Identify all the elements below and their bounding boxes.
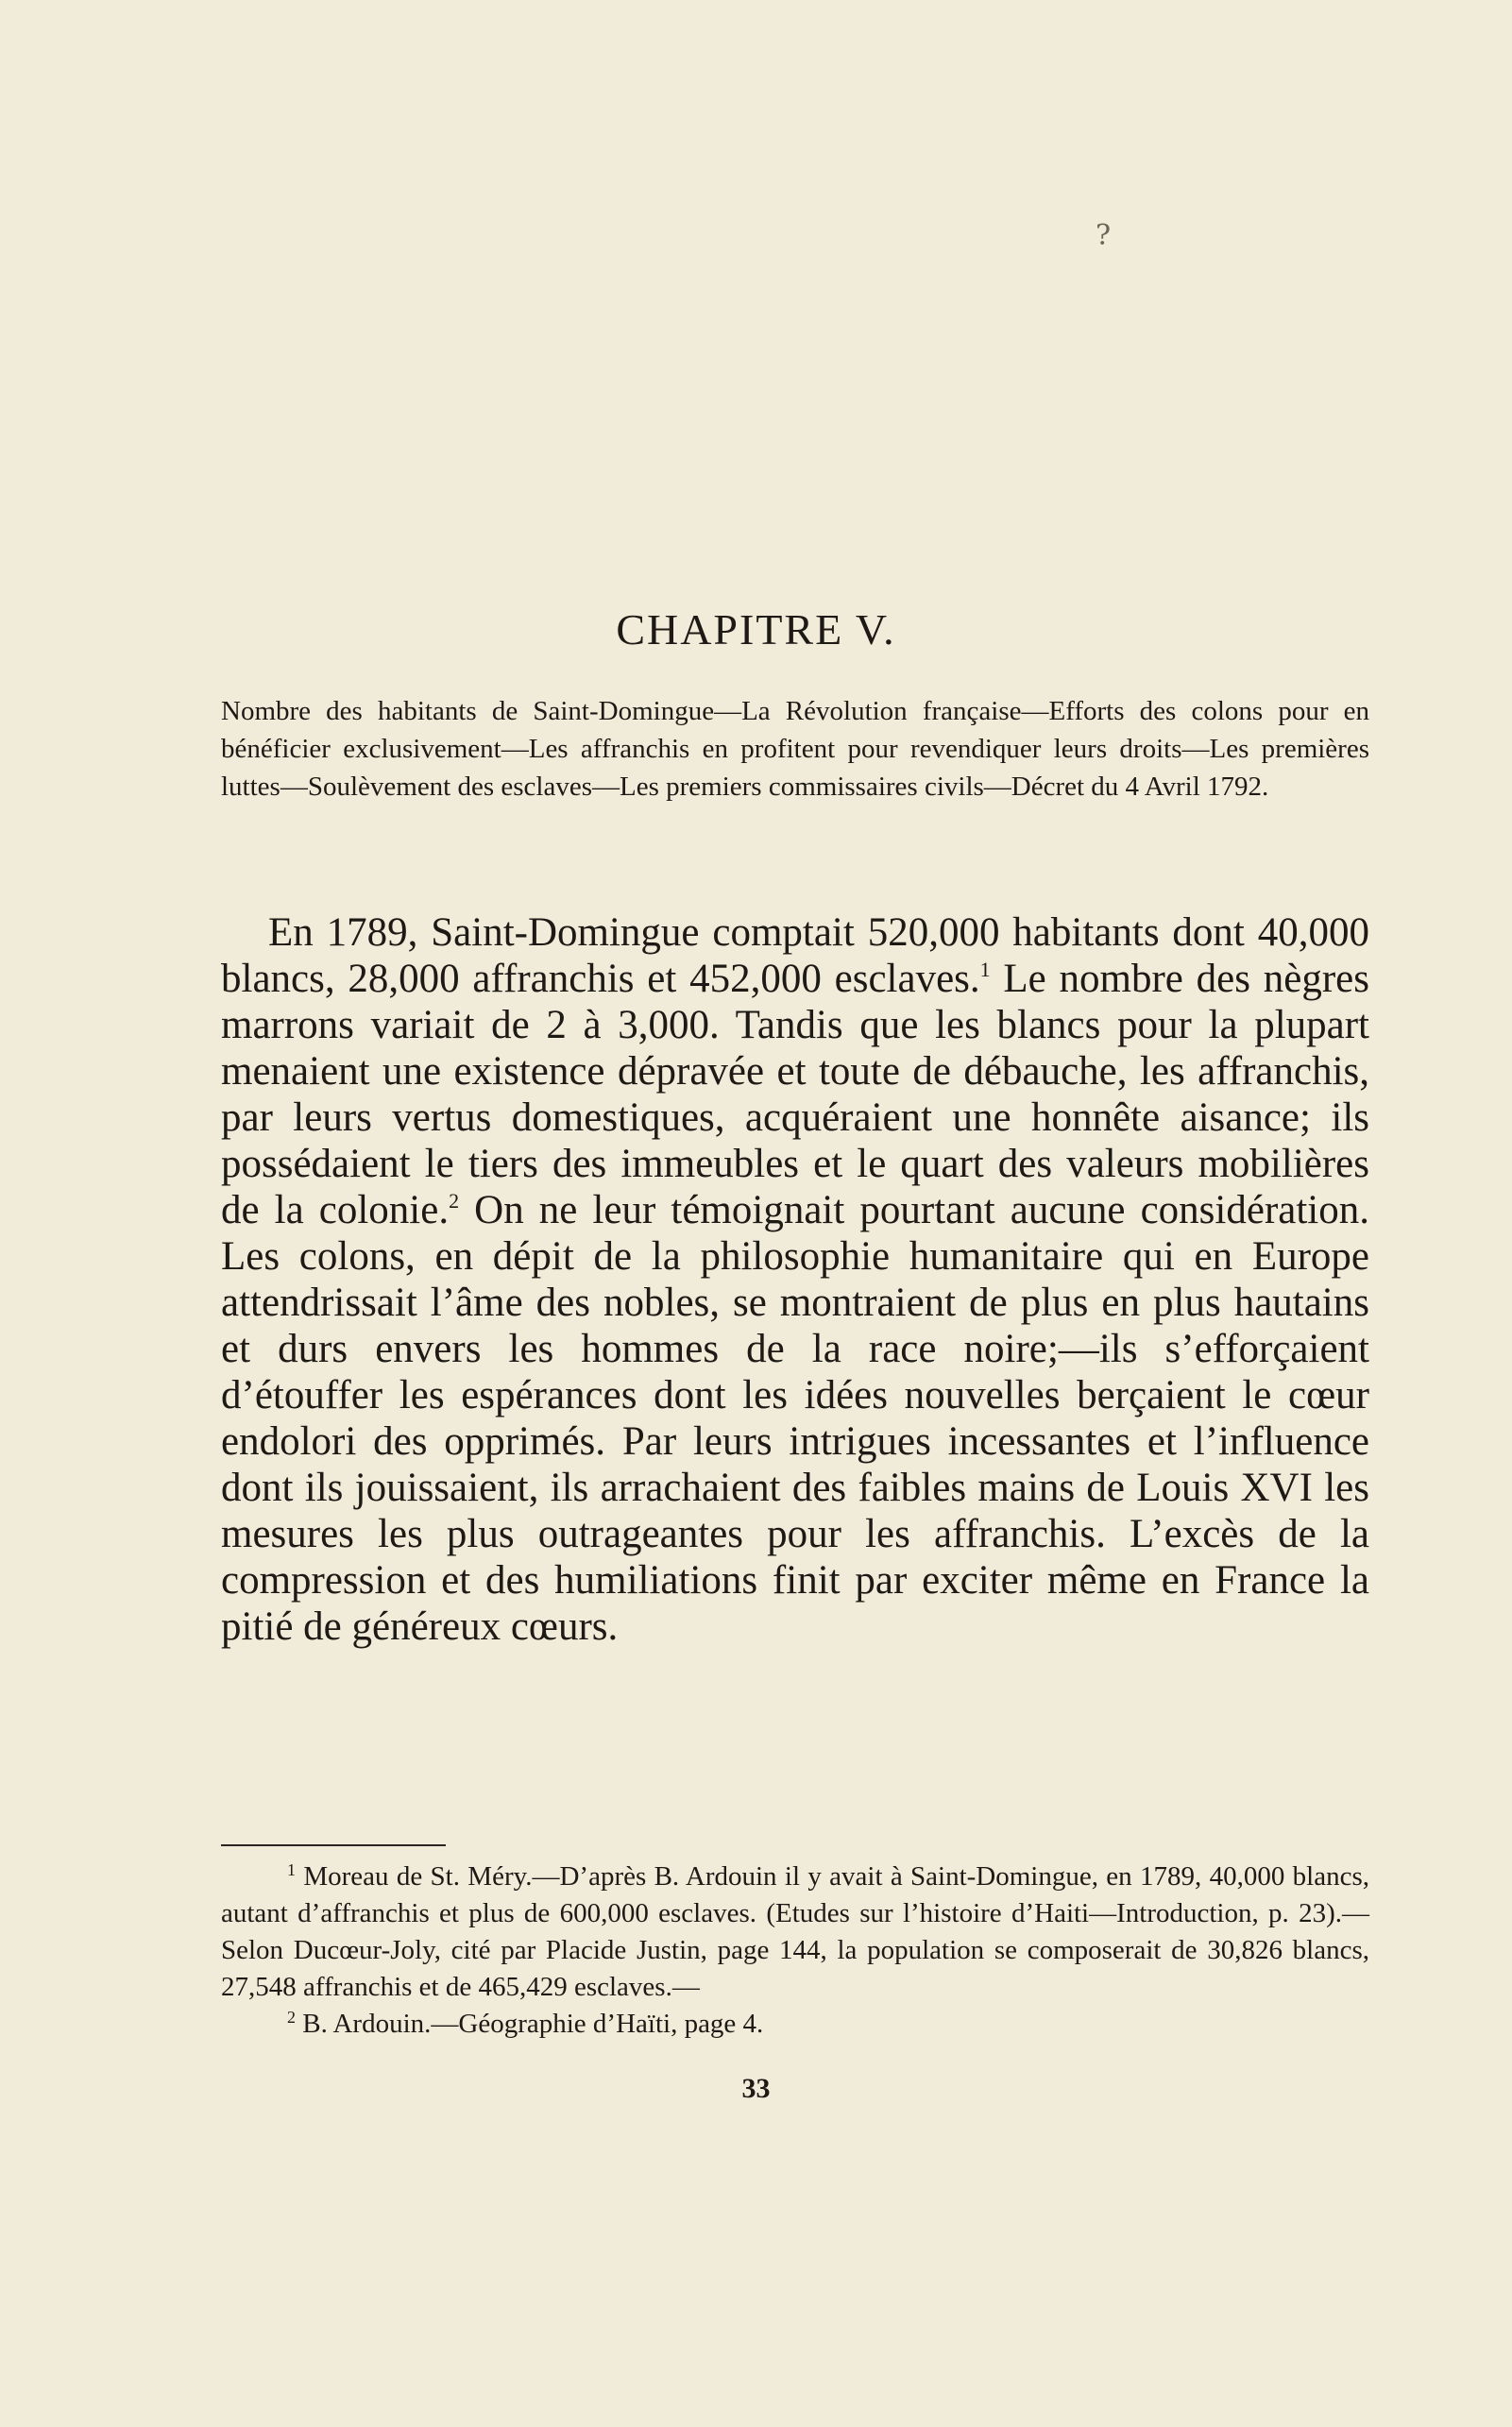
header-mark: ?	[1096, 219, 1112, 252]
footnote-ref-1: 1	[979, 958, 991, 981]
body-paragraph	[221, 909, 1369, 1650]
footnote-2-text: B. Ardouin.—Géographie d’Haïti, page 4.	[296, 2009, 764, 2039]
footnote-1	[221, 1858, 1369, 2006]
chapter-title: CHAPITRE V.	[616, 605, 896, 653]
chapter-summary	[221, 692, 1369, 806]
footnote-2-mark: 2	[287, 2008, 296, 2027]
body-segment-2: Le nombre des nègres marrons variait de 2 à 3,000. Tandis que les blancs pour la plupart menaient une existence dépravée et toute de débauche, les affranchis, par leurs vertus domestiques, acquéraient une honnête aisance; ils possédaient le tiers des immeubles et le quart des valeurs mobilières de la colonie.	[221, 957, 1369, 1232]
footnotes	[221, 1858, 1369, 2043]
page-number: 33	[741, 2073, 771, 2104]
body-segment-1: En 1789, Saint-Domingue comptait 520,000 habitants dont 40,000 blancs, 28,000 affranchis et 452,000 esclaves.	[221, 910, 1369, 1001]
body-segment-3: On ne leur témoignait pourtant aucune considération. Les colons, en dépit de la philosophie humanitaire qui en Europe attendrissait l’âme des nobles, se montraient de plus en plus hautains et durs envers les hommes de la race noire;—ils s’efforçaient d’étouffer les espérances dont les idées nouvelles berçaient le cœur endolori des opprimés. Par leurs intrigues incessantes et l’influence dont ils jouissaient, ils arrachaient des faibles mains de Louis XVI les mesures les plus outrageantes pour les affranchis. L’excès de la compression et des humiliations finit par exciter même en France la pitié de généreux cœurs.	[221, 1188, 1369, 1649]
footnote-divider	[221, 1844, 446, 1846]
footnote-2	[221, 2006, 1369, 2043]
body-text	[221, 909, 1369, 1650]
footnote-1-text: Moreau de St. Méry.—D’après B. Ardouin il y avait à Saint-Domingue, en 1789, 40,000 blancs, autant d’affranchis et plus de 600,000 esclaves. (Etudes sur l’histoire d’Haiti—Introduction, p. 23).—Selon Ducœur-Joly, cité par Placide Justin, page 144, la population se composerait de 30,826 blancs, 27,548 affranchis et de 465,429 esclaves.—	[221, 1861, 1369, 2002]
chapter-summary-text: Nombre des habitants de Saint-Domingue—La Révolution française—Efforts des colons pour en bénéficier exclusivement—Les affranchis en profitent pour revendiquer leurs droits—Les premières luttes—Soulèvement des esclaves—Les premiers commissaires civils—Décret du 4 Avril 1792.	[221, 696, 1369, 802]
footnote-1-mark: 1	[287, 1860, 296, 1879]
footnote-ref-2: 2	[449, 1189, 460, 1213]
